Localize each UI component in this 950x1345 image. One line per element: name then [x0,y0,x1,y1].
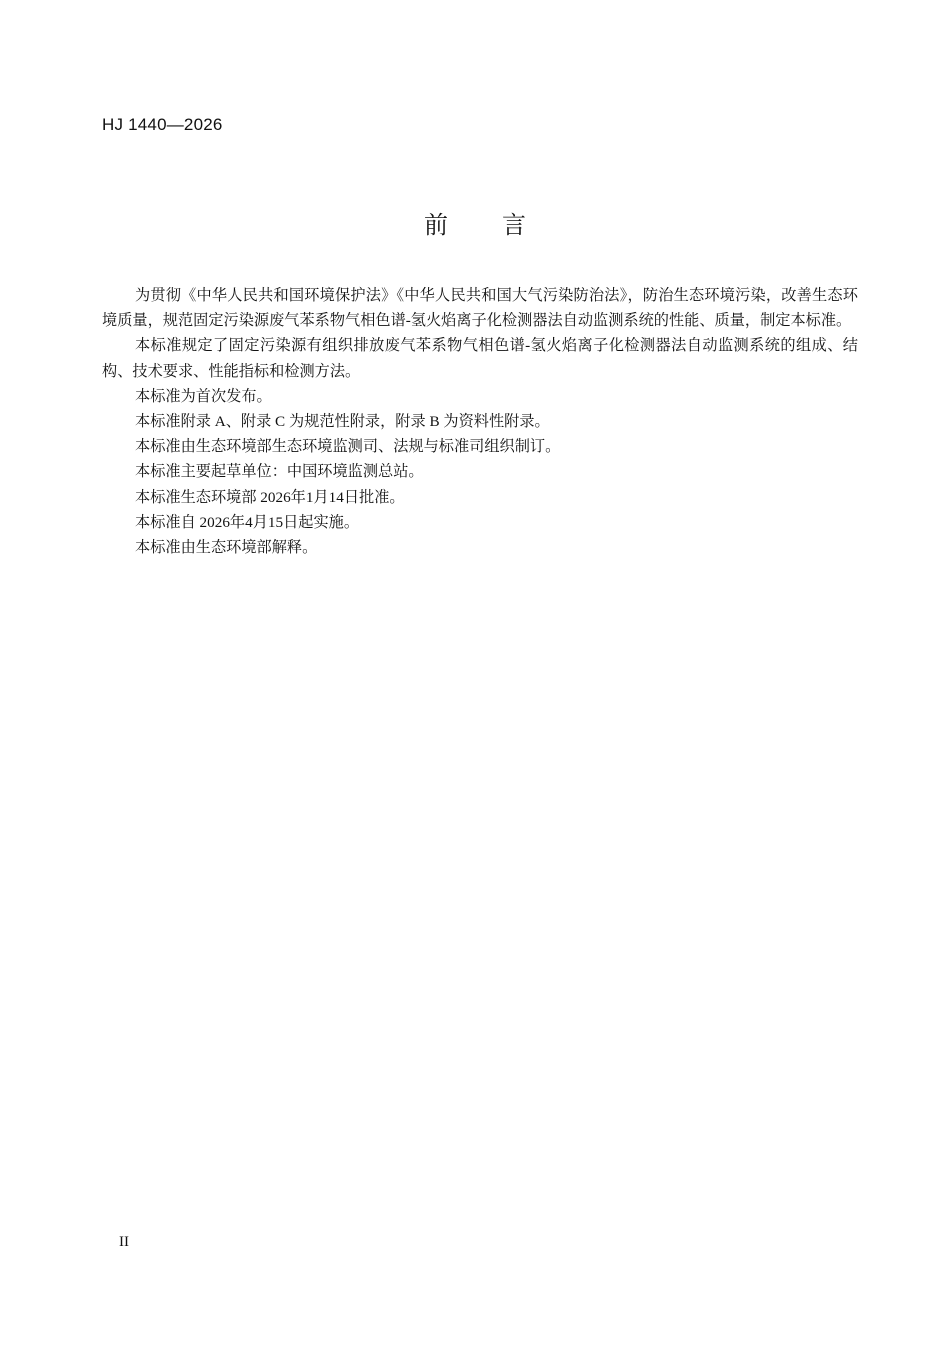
preface-paragraph: 本标准为首次发布。 [135,387,272,405]
standard-code: HJ 1440—2026 [102,115,223,134]
title-char-1: 前 [424,211,448,239]
preface-body [102,283,858,560]
preface-paragraph: 本标准生态环境部 2026年1月14日批准。 [135,488,405,506]
preface-paragraph: 本标准主要起草单位：中国环境监测总站。 [135,463,424,481]
title-char-2: 言 [502,211,526,239]
preface-paragraph: 本标准由生态环境部生态环境监测司、法规与标准司组织制订。 [135,438,561,456]
page-title [0,205,950,240]
preface-paragraph: 本标准附录 A、附录 C 为规范性附录，附录 B 为资料性附录。 [135,413,550,431]
page-number: II [119,1234,129,1250]
preface-paragraph: 本标准由生态环境部解释。 [135,539,318,557]
preface-paragraph: 本标准规定了固定污染源有组织排放废气苯系物气相色谱-氢火焰离子化检测器法自动监测系统的组成、结构、技术要求、性能指标和检测方法。 [102,337,858,380]
preface-paragraph: 本标准自 2026年4月15日起实施。 [135,513,360,531]
preface-paragraph: 为贯彻《中华人民共和国环境保护法》《中华人民共和国大气污染防治法》，防治生态环境污染，改善生态环境质量，规范固定污染源废气苯系物气相色谱-氢火焰离子化检测器法自动监测系统的性能、质量，制定本标准。 [102,287,858,330]
